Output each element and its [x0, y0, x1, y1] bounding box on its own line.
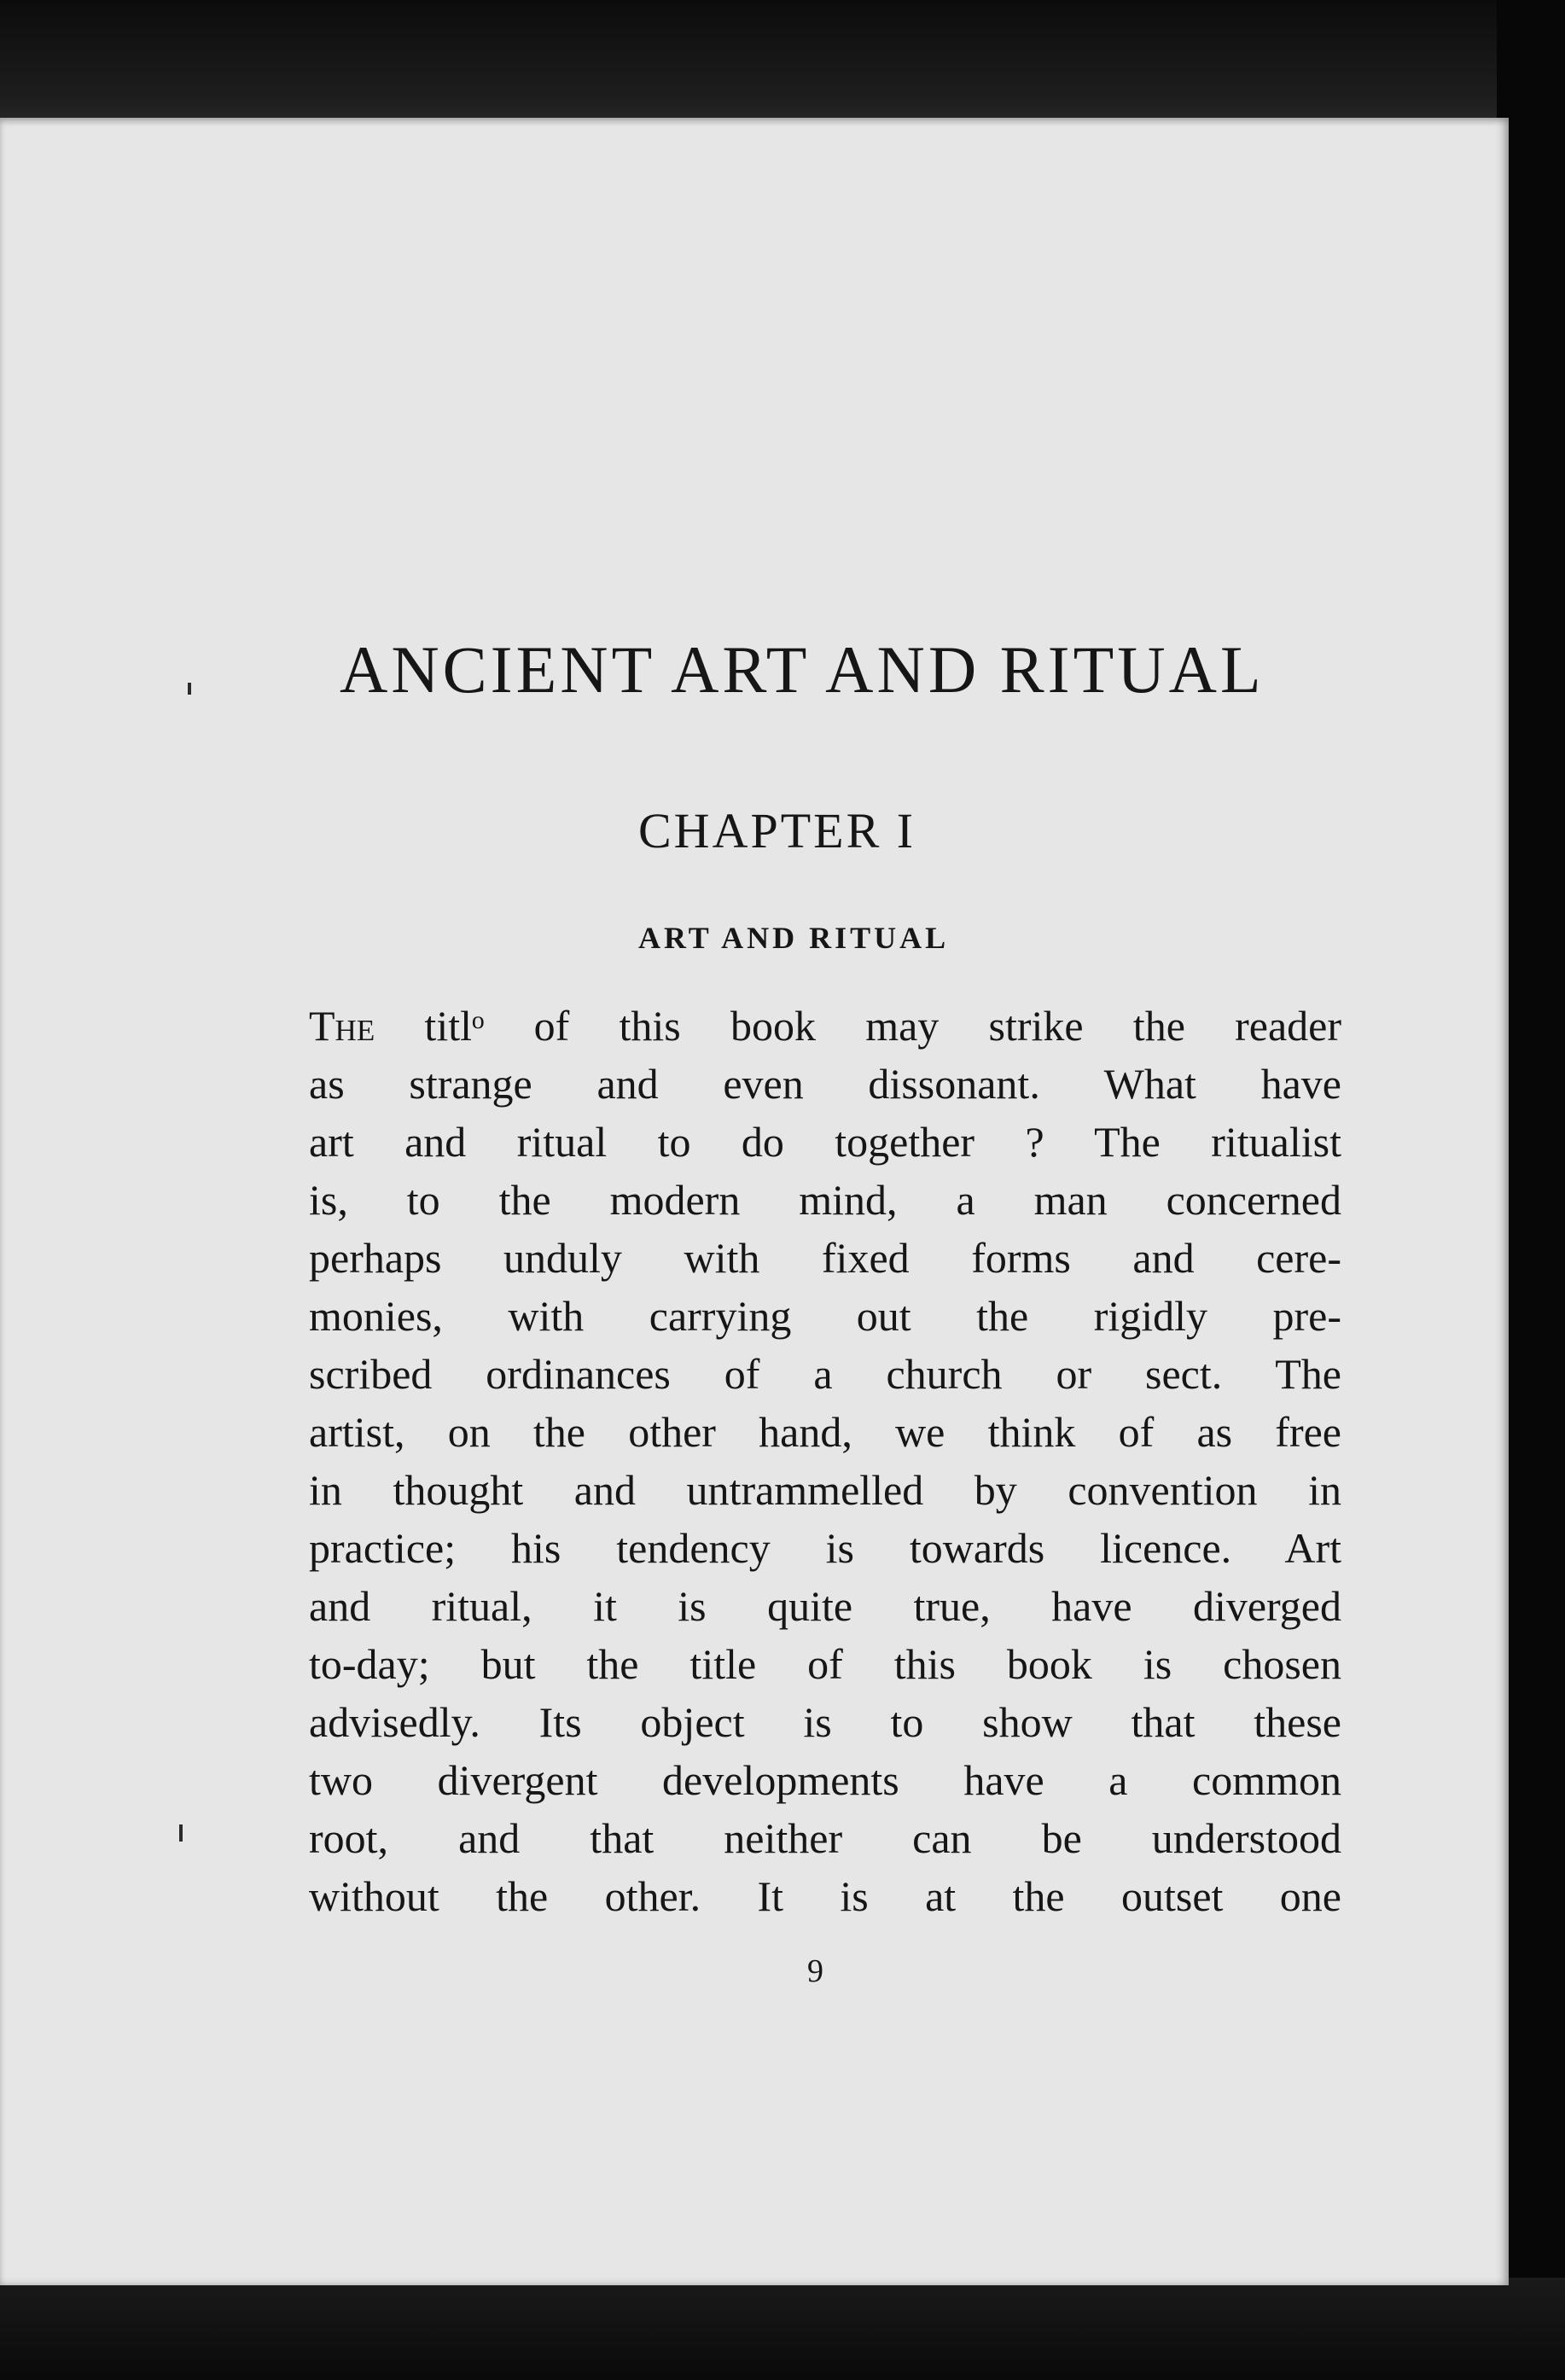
chapter-title: ART AND RITUAL	[638, 921, 950, 955]
scan-border-top	[0, 0, 1565, 128]
text-line: is, to the modern mind, a man concerned	[309, 1176, 1341, 1224]
text-line-content: titlᵒ of this book may strike the reader	[375, 1002, 1341, 1050]
text-line: to-day; but the title of this book is chosen	[309, 1640, 1341, 1688]
text-line: artist, on the other hand, we think of as free	[309, 1408, 1341, 1456]
text-line: without the other. It is at the outset one	[309, 1872, 1341, 1920]
chapter-heading: CHAPTER I	[638, 803, 916, 858]
text-line: two divergent developments have a common	[309, 1756, 1341, 1804]
margin-speck	[188, 683, 191, 695]
text-line: art and ritual to do together ? The ritualist	[309, 1118, 1341, 1166]
body-text	[309, 997, 1341, 1925]
first-word: The	[309, 1002, 375, 1050]
text-line: practice; his tendency is towards licence. Art	[309, 1524, 1341, 1572]
margin-speck	[179, 1824, 183, 1842]
text-line: and ritual, it is quite true, have diverged	[309, 1582, 1341, 1630]
book-title: ANCIENT ART AND RITUAL	[340, 632, 1265, 707]
text-line: monies, with carrying out the rigidly pre-	[309, 1292, 1341, 1340]
text-line: root, and that neither can be understood	[309, 1814, 1341, 1862]
text-line: perhaps unduly with fixed forms and cere-	[309, 1234, 1341, 1282]
text-line	[309, 997, 1341, 1055]
text-line: advisedly. Its object is to show that these	[309, 1698, 1341, 1746]
text-line: in thought and untrammelled by convention in	[309, 1466, 1341, 1514]
text-line: scribed ordinances of a church or sect. The	[309, 1350, 1341, 1398]
text-line: as strange and even dissonant. What have	[309, 1060, 1341, 1108]
scan-border-bottom	[0, 2278, 1565, 2380]
page-number: 9	[807, 1953, 823, 1989]
